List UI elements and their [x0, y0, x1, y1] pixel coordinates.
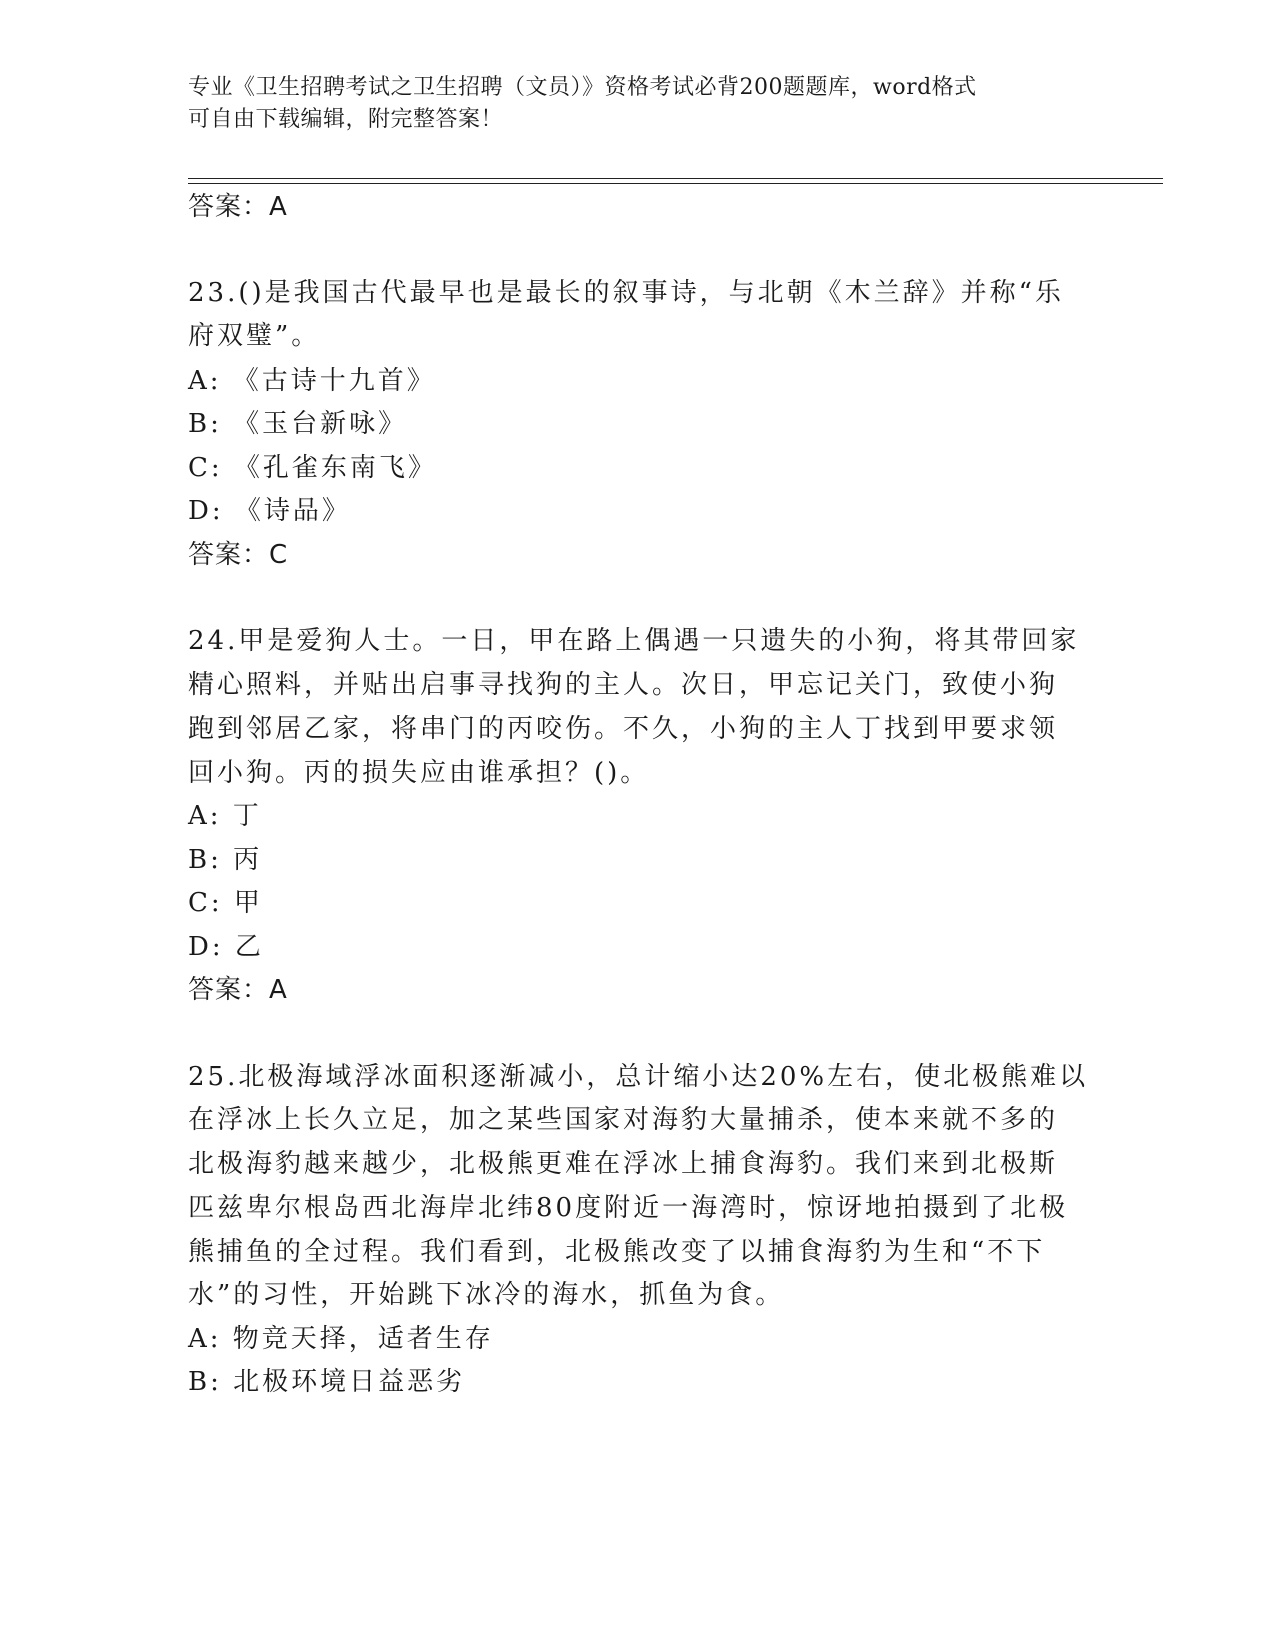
q24-answer: 答案：A — [188, 975, 288, 1005]
header-line-1: 专业《卫生招聘考试之卫生招聘（文员）》资格考试必背200题题库，word格式 — [188, 75, 977, 100]
q24-text-line: 回小狗。丙的损失应由谁承担？()。 — [188, 758, 650, 788]
q25-option-a: A: 物竞天择，适者生存 — [188, 1324, 494, 1354]
q23-text-line: 府双璧”。 — [188, 321, 321, 351]
q25-option-b: B: 北极环境日益恶劣 — [188, 1367, 466, 1397]
q23-option-a: A: 《古诗十九首》 — [188, 366, 436, 396]
q24-text-line: 24.甲是爱狗人士。一日，甲在路上偶遇一只遗失的小狗，将其带回家 — [188, 626, 1080, 656]
q25-text-line: 匹兹卑尔根岛西北海岸北纬80度附近一海湾时，惊讶地拍摄到了北极 — [188, 1193, 1069, 1223]
q23-text-line: 23.()是我国古代最早也是最长的叙事诗，与北朝《木兰辞》并称“乐 — [188, 278, 1064, 308]
header-divider-bottom — [188, 183, 1163, 184]
document-header — [188, 72, 1088, 136]
q25-text-line: 熊捕鱼的全过程。我们看到，北极熊改变了以捕食海豹为生和“不下 — [188, 1237, 1046, 1267]
q24-text-line: 精心照料，并贴出启事寻找狗的主人。次日，甲忘记关门，致使小狗 — [188, 670, 1059, 700]
q23-answer: 答案：C — [188, 540, 289, 570]
q24-text-line: 跑到邻居乙家，将串门的丙咬伤。不久，小狗的主人丁找到甲要求领 — [188, 714, 1059, 744]
q24-option-b: B: 丙 — [188, 845, 263, 875]
q25-text-line: 25.北极海域浮冰面积逐渐减小，总计缩小达20%左右，使北极熊难以 — [188, 1062, 1089, 1092]
q24-option-a: A: 丁 — [188, 801, 262, 831]
q23-option-b: B: 《玉台新咏》 — [188, 409, 408, 439]
q23-option-c: C: 《孔雀东南飞》 — [188, 453, 437, 483]
q24-option-d: D: 乙 — [188, 932, 264, 962]
q23-option-d: D: 《诗品》 — [188, 496, 351, 526]
q24-option-c: C: 甲 — [188, 888, 263, 918]
previous-answer: 答案：A — [188, 192, 288, 222]
q25-text-line: 北极海豹越来越少，北极熊更难在浮冰上捕食海豹。我们来到北极斯 — [188, 1149, 1059, 1179]
header-line-2: 可自由下载编辑，附完整答案！ — [188, 107, 504, 132]
header-divider-top — [188, 178, 1163, 179]
q25-text-line: 在浮冰上长久立足，加之某些国家对海豹大量捕杀，使本来就不多的 — [188, 1105, 1059, 1135]
q25-text-line: 水”的习性，开始跳下冰冷的海水，抓鱼为食。 — [188, 1280, 785, 1310]
